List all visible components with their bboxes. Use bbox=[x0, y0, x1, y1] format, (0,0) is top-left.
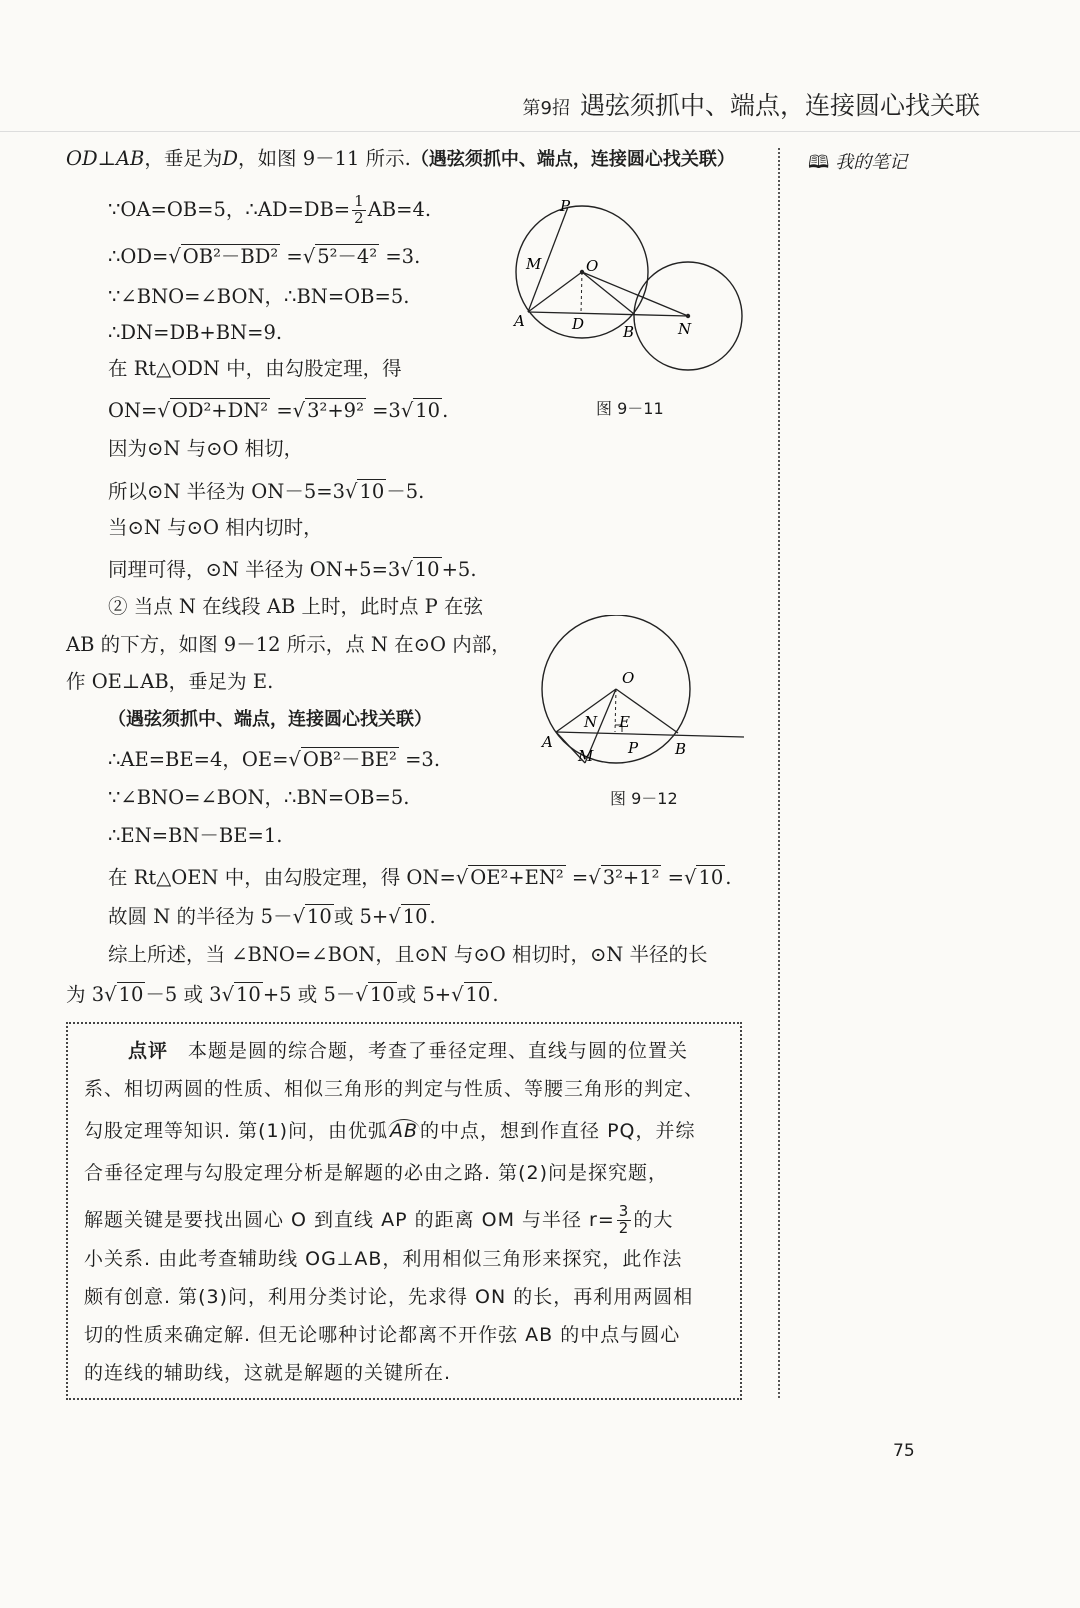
body-line-18: ∴EN=BN－BE=1. bbox=[108, 824, 283, 847]
hint-text: （遇弦须抓中、端点，连接圆心找关联） bbox=[410, 149, 735, 170]
body-line-16: ∴AE=BE=4，OE=√ OB²－BE² =3. bbox=[108, 748, 441, 771]
fig2-label-B: B bbox=[675, 740, 687, 758]
body-line-20: 故圆 N 的半径为 5－√ 10 或 5+√ 10 . bbox=[108, 905, 436, 928]
fig2-label-E: E bbox=[619, 713, 630, 731]
review-line-2: 系、相切两圆的性质、相似三角形的判定与性质、等腰三角形的判定、 bbox=[84, 1078, 705, 1100]
review-line-1: 点评 本题是圆的综合题，考查了垂径定理、直线与圆的位置关 bbox=[128, 1040, 689, 1062]
body-line-4: ∵∠BNO=∠BON，∴BN=OB=5. bbox=[108, 285, 410, 308]
review-title: 点评 bbox=[128, 1040, 169, 1062]
fig1-label-A: A bbox=[514, 312, 525, 330]
page-number: 75 bbox=[893, 1441, 915, 1461]
body-line-8: 因为⊙N 与⊙O 相切， bbox=[108, 437, 304, 460]
fig2-label-P: P bbox=[628, 739, 639, 757]
figure-9-11-caption: 图 9－11 bbox=[596, 399, 664, 418]
fig2-label-O: O bbox=[622, 669, 635, 687]
book-icon: 🕮 bbox=[808, 152, 830, 173]
fig1-label-O: O bbox=[586, 257, 599, 275]
body-line-14: 作 OE⊥AB，垂足为 E. bbox=[66, 670, 274, 693]
review-line-9: 的连线的辅助线，这就是解题的关键所在. bbox=[84, 1362, 452, 1384]
review-line-8: 切的性质来确定解. 但无论哪种讨论都离不开作弦 AB 的中点与圆心 bbox=[84, 1324, 681, 1346]
review-line-4: 合垂径定理与勾股定理分析是解题的必由之路. 第(2)问是探究题， bbox=[84, 1162, 668, 1184]
review-box bbox=[66, 1022, 742, 1400]
header-divider bbox=[0, 131, 1080, 132]
review-line-3: 勾股定理等知识. 第(1)问，由优弧 AB 的中点，想到作直径 PQ，并综 bbox=[84, 1120, 696, 1142]
body-line-11: 同理可得，⊙N 半径为 ON+5=3√ 10 +5. bbox=[108, 558, 477, 581]
fig1-label-M: M bbox=[526, 255, 542, 273]
figure-9-11 bbox=[510, 185, 760, 395]
arc-ab: AB bbox=[390, 1120, 419, 1142]
body-line-7: ON=√ OD²+DN² =√ 3²+9² =3√ 10 . bbox=[108, 399, 449, 422]
body-line-19: 在 Rt△OEN 中，由勾股定理，得 ON=√ OE²+EN² =√ 3²+1² =√ 10 . bbox=[108, 866, 732, 889]
fig2-label-A: A bbox=[542, 733, 553, 751]
figure-9-12-caption: 图 9－12 bbox=[610, 789, 678, 808]
body-line-17: ∵∠BNO=∠BON，∴BN=OB=5. bbox=[108, 786, 410, 809]
figure-9-12 bbox=[540, 615, 750, 785]
fig1-label-N: N bbox=[678, 320, 692, 338]
fig2-label-M: M bbox=[578, 747, 594, 765]
chapter-title: 遇弦须抓中、端点，连接圆心找关联 bbox=[579, 91, 980, 120]
fig2-label-N: N bbox=[584, 713, 598, 731]
running-header bbox=[523, 86, 980, 122]
fig1-label-B: B bbox=[623, 323, 635, 341]
review-line-7: 颇有创意. 第(3)问，利用分类讨论，先求得 ON 的长，再利用两圆相 bbox=[84, 1286, 694, 1308]
body-line-13: AB 的下方，如图 9－12 所示，点 N 在⊙O 内部， bbox=[66, 633, 511, 656]
body-line-12: ② 当点 N 在线段 AB 上时，此时点 P 在弦 bbox=[108, 595, 483, 618]
fraction: $\frac{1}{2}$ bbox=[354, 192, 364, 227]
body-line-2: ∵OA=OB=5，∴AD=DB= $\frac{1}{2}$ AB=4. bbox=[108, 192, 432, 227]
notes-heading bbox=[808, 148, 907, 180]
body-line-10: 当⊙N 与⊙O 相内切时， bbox=[108, 516, 323, 539]
body-line-1: OD⊥AB，垂足为D，如图 9－11 所示.（遇弦须抓中、端点，连接圆心找关联） bbox=[66, 147, 735, 170]
fig1-label-P: P bbox=[560, 197, 571, 215]
review-line-5: 解题关键是要找出圆心 O 到直线 AP 的距离 OM 与半径 r= $\frac{3}{2}$ 的大 bbox=[84, 1202, 674, 1237]
body-line-6: 在 Rt△ODN 中，由勾股定理，得 bbox=[108, 357, 402, 380]
body-line-21: 综上所述，当 ∠BNO=∠BON，且⊙N 与⊙O 相切时，⊙N 半径的长 bbox=[108, 943, 708, 966]
body-line-5: ∴DN=DB+BN=9. bbox=[108, 321, 283, 344]
chapter-number: 第9招 bbox=[522, 98, 570, 119]
review-line-6: 小关系. 由此考查辅助线 OG⊥AB，利用相似三角形来探究，此作法 bbox=[84, 1248, 683, 1270]
hint-text-2: （遇弦须抓中、端点，连接圆心找关联） bbox=[108, 709, 432, 730]
notes-label: 我的笔记 bbox=[835, 152, 908, 173]
body-line-3: ∴OD=√ OB²－BD² =√ 5²－4² =3. bbox=[108, 245, 421, 268]
fig1-label-D: D bbox=[572, 315, 585, 333]
body-line-9: 所以⊙N 半径为 ON－5=3√ 10 －5. bbox=[108, 480, 425, 503]
body-line-22: 为 3√ 10 －5 或 3√ 10 +5 或 5－√ 10 或 5+√ 10 . bbox=[66, 983, 499, 1006]
notes-divider bbox=[778, 148, 780, 1398]
fraction: $\frac{3}{2}$ bbox=[618, 1202, 630, 1237]
